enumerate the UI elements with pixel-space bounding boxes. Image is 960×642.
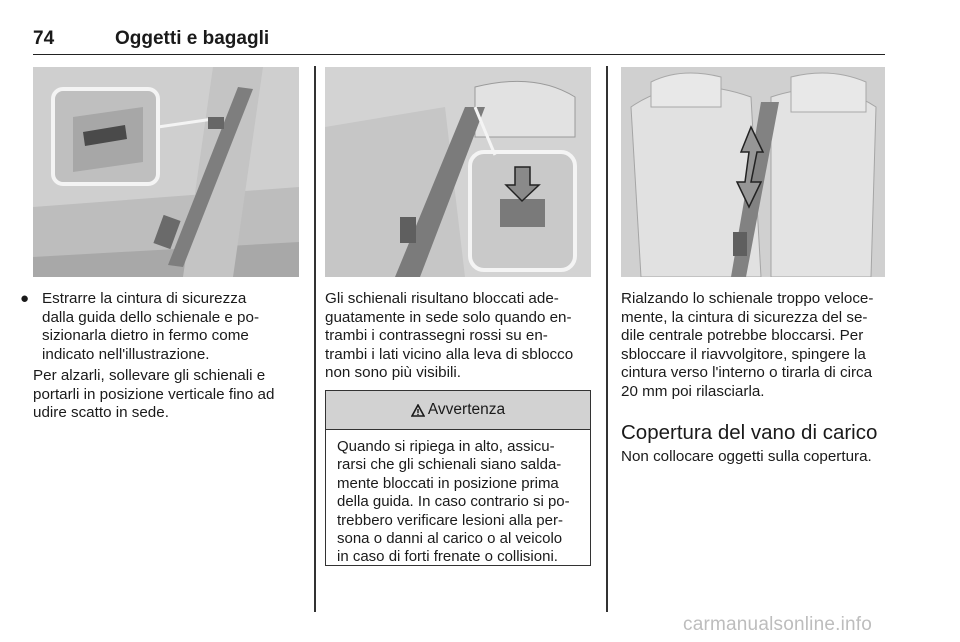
text-line: rarsi che gli schienali siano salda-	[337, 456, 562, 474]
warning-title: Avvertenza	[427, 401, 506, 418]
text-line: Per alzarli, sollevare gli schienali e	[33, 367, 266, 384]
paragraph-locked-backrest	[325, 290, 597, 383]
bullet-line: indicato nell'illustrazione.	[42, 345, 210, 363]
warning-header	[326, 391, 590, 430]
text-line: sbloccare il riavvolgitore, spingere la	[621, 345, 866, 363]
paragraph-cover: Non collocare oggetti sulla copertura.	[621, 448, 872, 465]
text-line: udire scatto in sede.	[33, 404, 169, 422]
chapter-title: Oggetti e bagagli	[115, 28, 270, 49]
text-line: in caso di forti frenate o collisioni.	[337, 548, 558, 566]
column-divider-2	[606, 66, 608, 612]
text-line: trebbero verificare lesioni alla per-	[337, 511, 563, 529]
section-heading: Copertura del vano di carico	[621, 421, 878, 444]
bullet-line: Estrarre la cintura di sicurezza	[42, 290, 247, 307]
text-line: dile centrale potrebbe bloccarsi. Per	[621, 327, 864, 345]
illustration-backrest-lock	[325, 67, 591, 277]
paragraph-belt-release	[621, 290, 893, 402]
text-line: Rialzando lo schienale troppo veloce-	[621, 290, 874, 307]
watermark: carmanualsonline.info	[683, 614, 873, 635]
warning-text	[326, 430, 590, 567]
paragraph-raise-backrest	[33, 367, 305, 423]
bullet-line: dalla guida dello schienale e po-	[42, 308, 260, 326]
text-line: non sono più visibili.	[325, 364, 461, 382]
text-line: guatamente in sede solo quando en-	[325, 308, 572, 326]
text-line: Gli schienali risultano bloccati ade-	[325, 290, 559, 307]
text-line: trambi i lati vicino alla leva di sblocco	[325, 345, 574, 363]
bullet-dot: ●	[20, 290, 30, 307]
page-number: 74	[33, 28, 55, 49]
text-line: 20 mm poi rilasciarla.	[621, 382, 765, 400]
illustration-belt-guide	[33, 67, 299, 277]
text-line: della guida. In caso contrario si po-	[337, 493, 570, 511]
bullet-line: sizionarla dietro in fermo come	[42, 327, 249, 345]
text-line: trambi i contrassegni rossi su en-	[325, 327, 548, 345]
warning-box	[325, 390, 591, 566]
warning-triangle-icon	[411, 404, 425, 417]
text-line: mente, la cintura di sicurezza del se-	[621, 308, 868, 326]
bullet-extract-belt	[20, 290, 304, 364]
text-line: portarli in posizione verticale fino ad	[33, 385, 275, 403]
column-divider-1	[314, 66, 316, 612]
text-line: mente bloccati in posizione prima	[337, 474, 559, 492]
text-line: Quando si ripiega in alto, assicu-	[337, 438, 555, 455]
illustration-center-belt	[621, 67, 885, 277]
page-header	[33, 24, 885, 55]
text-line: cintura verso l'interno o tirarla di circa	[621, 364, 873, 382]
text-line: sona o danni al carico o al veicolo	[337, 530, 563, 548]
